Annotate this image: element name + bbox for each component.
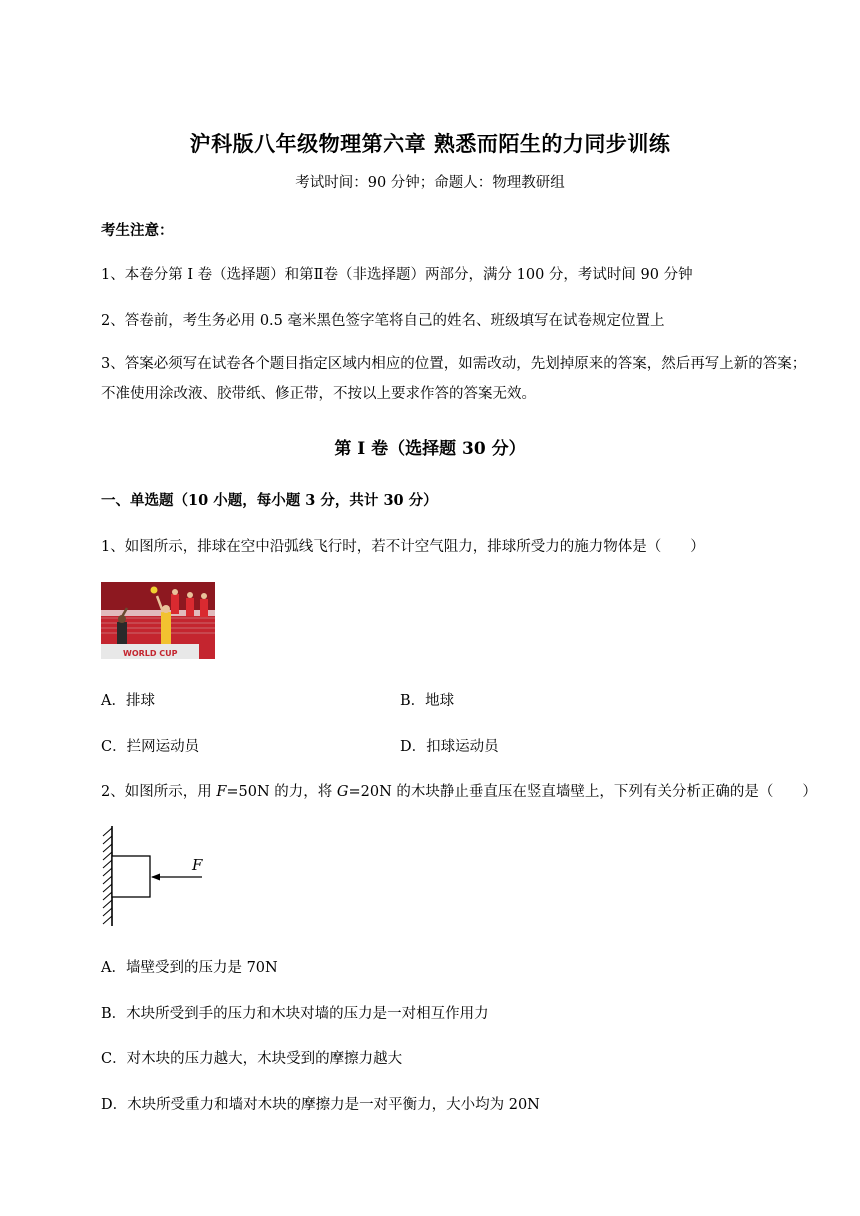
question-1-option-b: B．地球: [400, 693, 455, 709]
question-1-option-c: C．拦网运动员: [101, 739, 200, 755]
question-1-option-d: D．扣球运动员: [400, 739, 499, 755]
question-1-option-a: A．排球: [101, 693, 155, 709]
notice-item-3: 3、答案必须写在试卷各个题目指定区域内相应的位置，如需改动，先划掉原来的答案，然后再写上新的答案；不准使用涂改液、胶带纸、修正带，不按以上要求作答的答案无效。: [101, 356, 807, 402]
exam-info: 考试时间：90 分钟；命题人：物理教研组: [295, 175, 565, 191]
question-2-option-b: B．木块所受到手的压力和木块对墙的压力是一对相互作用力: [101, 1006, 489, 1022]
notice-item-2: 2、答卷前，考生务必用 0.5 毫米黑色签字笔将自己的姓名、班级填写在试卷规定位置上: [101, 313, 665, 329]
photo-banner-text: WORLD CUP: [123, 649, 178, 658]
section-title: 第 I 卷（选择题 30 分）: [334, 439, 526, 459]
notice-heading: 考生注意：: [101, 222, 174, 239]
notice-item-1: 1、本卷分第 I 卷（选择题）和第Ⅱ卷（非选择题）两部分，满分 100 分，考试时间 90 分钟: [101, 267, 693, 283]
force-label: F: [192, 856, 203, 874]
question-2-option-c: C．对木块的压力越大，木块受到的摩擦力越大: [101, 1051, 403, 1067]
volleyball-photo: [101, 582, 215, 659]
question-1-stem: 1、如图所示，排球在空中沿弧线飞行时，若不计空气阻力，排球所受力的施力物体是（ ）: [101, 539, 705, 555]
page-title: 沪科版八年级物理第六章 熟悉而陌生的力同步训练: [189, 131, 671, 156]
part-heading: 一、单选题（10 小题，每小题 3 分，共计 30 分）: [101, 492, 438, 509]
force-diagram: [98, 824, 214, 928]
question-2-option-a: A．墙壁受到的压力是 70N: [101, 960, 278, 976]
question-2-option-d: D．木块所受重力和墙对木块的摩擦力是一对平衡力，大小均为 20N: [101, 1097, 540, 1113]
question-2-stem: 2、如图所示，用 F=50N 的力，将 G=20N 的木块静止垂直压在竖直墙壁上，下列有关分析正确的是（ ）: [101, 784, 817, 800]
